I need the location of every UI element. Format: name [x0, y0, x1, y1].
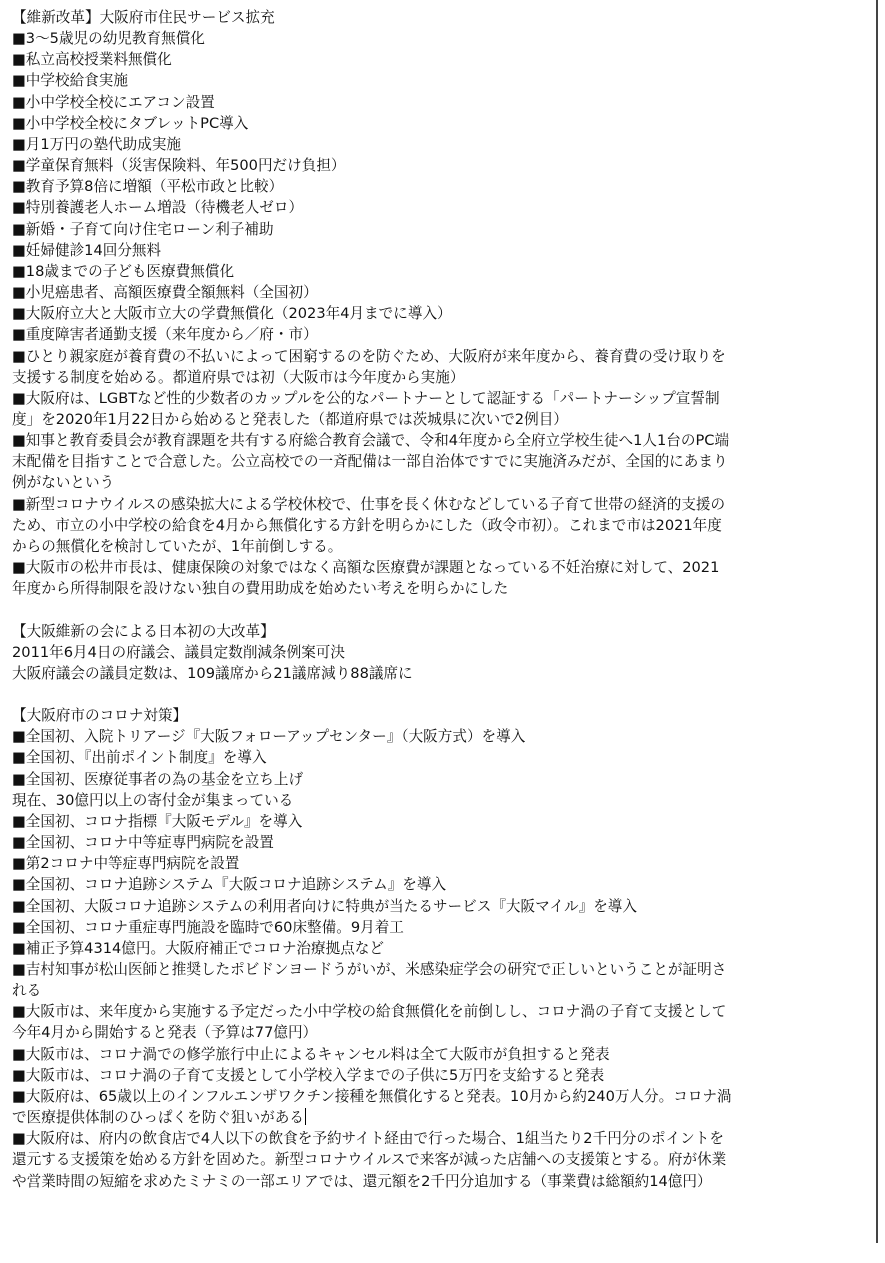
text-line: ■全国初、コロナ重症専門施設を臨時で60床整備。9月着工 [12, 918, 404, 936]
text-line: ■重度障害者通勤支援（来年度から／府・市） [12, 326, 318, 344]
text-line: で医療提供体制のひっぱくを防ぐ狙いがある [12, 1109, 304, 1127]
blank-line [12, 599, 870, 620]
text-line: 支援する制度を始める。都道府県では初（大阪市は今年度から実施） [12, 368, 465, 386]
text-line: 2011年6月4日の府議会、議員定数削減条例案可決 [12, 643, 345, 661]
text-line: ■小児癌患者、高額医療費全額無料（全国初） [12, 284, 318, 302]
text-line: ■新婚・子育て向け住宅ローン利子補助 [12, 220, 274, 238]
text-line: ■知事と教育委員会が教育課題を共有する府総合教育会議で、令和4年度から全府立学校生徒へ1人1台のPC端 [12, 432, 730, 450]
text-line: 度」を2020年1月22日から始めると発表した（都道府県では茨城県に次いで2例目） [12, 410, 568, 428]
section-osaka-ishin-reform [12, 621, 870, 684]
text-line: ■教育予算8倍に増額（平松市政と比較） [12, 178, 284, 196]
section-ishin-reform [12, 7, 870, 599]
text-line: ■補正予算4314億円。大阪府補正でコロナ治療拠点など [12, 939, 384, 957]
scroll-edge-rule [876, 0, 878, 1243]
text-cursor [305, 1108, 306, 1125]
text-line: れる [12, 982, 42, 1000]
text-line: ■特別養護老人ホーム増設（待機老人ゼロ） [12, 199, 304, 217]
text-line: ■全国初、医療従事者の為の基金を立ち上げ [12, 770, 304, 788]
text-line: ■学童保育無料（災害保険料、年500円だけ負担） [12, 157, 346, 175]
text-line: ■大阪府は、65歳以上のインフルエンザワクチン接種を無償化すると発表。10月から約240万人分。コロナ渦 [12, 1087, 732, 1105]
text-line: 末配備を目指すことで合意した。公立高校での一斉配備は一部自治体ですでに実施済みだが、全国的にあまり [12, 453, 728, 471]
text-line: ■全国初、コロナ指標『大阪モデル』を導入 [12, 812, 303, 830]
text-line: 大阪府議会の議員定数は、109議席から21議席減り88議席に [12, 664, 413, 682]
text-line: ■ひとり親家庭が養育費の不払いによって困窮するのを防ぐため、大阪府が来年度から、養育費の受け取りを [12, 347, 726, 365]
text-line: ■大阪市は、コロナ渦の子育て支援として小学校入学までの子供に5万円を支給すると発表 [12, 1066, 605, 1084]
document-text[interactable] [12, 7, 870, 1192]
text-line: ■妊婦健診14回分無料 [12, 241, 162, 259]
section-heading: 【大阪維新の会による日本初の大改革】 [12, 622, 275, 640]
text-line: ■大阪府は、LGBTなど性的少数者のカップルを公的なパートナーとして認証する「パートナーシップ宣誓制 [12, 389, 720, 407]
text-line: ■全国初、コロナ追跡システム『大阪コロナ追跡システム』を導入 [12, 876, 447, 894]
text-line: 現在、30億円以上の寄付金が集まっている [12, 791, 294, 809]
text-line: ■小中学校全校にエアコン設置 [12, 93, 215, 111]
text-line: ■3～5歳児の幼児教育無償化 [12, 30, 205, 48]
text-line: ■全国初、入院トリアージ『大阪フォローアップセンター』（大阪方式）を導入 [12, 728, 526, 746]
text-line: ■大阪市の松井市長は、健康保険の対象ではなく高額な医療費が課題となっている不妊治療に対して、2021 [12, 559, 720, 577]
text-line: や営業時間の短縮を求めたミナミの一部エリアでは、還元額を2千円分追加する（事業費は総額約14億円） [12, 1172, 712, 1190]
blank-line [12, 684, 870, 705]
text-line: ■新型コロナウイルスの感染拡大による学校休校で、仕事を長く休むなどしている子育て世帯の経済的支援の [12, 495, 726, 513]
text-line: ■吉村知事が松山医師と推奨したポビドンヨードうがいが、米感染症学会の研究で正しいということが証明さ [12, 961, 727, 978]
section-corona-measures [12, 705, 870, 1192]
text-line: ■大阪市は、来年度から実施する予定だった小中学校の給食無償化を前倒しし、コロナ渦の子育て支援として [12, 1003, 727, 1021]
text-line: ■全国初、『出前ポイント制度』を導入 [12, 749, 267, 767]
section-heading: 【維新改革】大阪府市住民サービス拡充 [12, 9, 275, 26]
text-line: ■全国初、コロナ中等症専門病院を設置 [12, 834, 274, 852]
text-line: ■18歳までの子ども医療費無償化 [12, 262, 235, 280]
text-line: ■大阪市は、コロナ渦での修学旅行中止によるキャンセル料は全て大阪市が負担すると発表 [12, 1045, 610, 1063]
text-line: ■全国初、大阪コロナ追跡システムの利用者向けに特典が当たるサービス『大阪マイル』を導入 [12, 897, 637, 915]
text-line: ■私立高校授業料無償化 [12, 51, 172, 69]
text-line: ■大阪府は、府内の飲食店で4人以下の飲食を予約サイト経由で行った場合、1組当たり2千円分のポイントを [12, 1130, 724, 1148]
section-heading: 【大阪府市のコロナ対策】 [12, 707, 188, 725]
text-line: 例がないという [12, 474, 115, 492]
text-line: 今年4月から開始すると発表（予算は77億円） [12, 1024, 318, 1042]
text-line: 還元する支援策を始める方針を固めた。新型コロナウイルスで来客が減った店舗への支援策とする。府が休業 [12, 1151, 727, 1169]
text-line: ■月1万円の塾代助成実施 [12, 135, 182, 153]
text-line: ■中学校給食実施 [12, 72, 128, 90]
text-line: 年度から所得制限を設けない独自の費用助成を始めたい考えを明らかにした [12, 580, 509, 598]
text-line: からの無償化を検討していたが、1年前倒しする。 [12, 537, 343, 555]
text-line: ■大阪府立大と大阪市立大の学費無償化（2023年4月までに導入） [12, 305, 452, 323]
text-line: ■小中学校全校にタブレットPC導入 [12, 114, 249, 132]
text-line: ■第2コロナ中等症専門病院を設置 [12, 855, 240, 873]
text-line: ため、市立の小中学校の給食を4月から無償化する方針を明らかにした（政令市初）。これまで市は2021年度 [12, 516, 722, 534]
